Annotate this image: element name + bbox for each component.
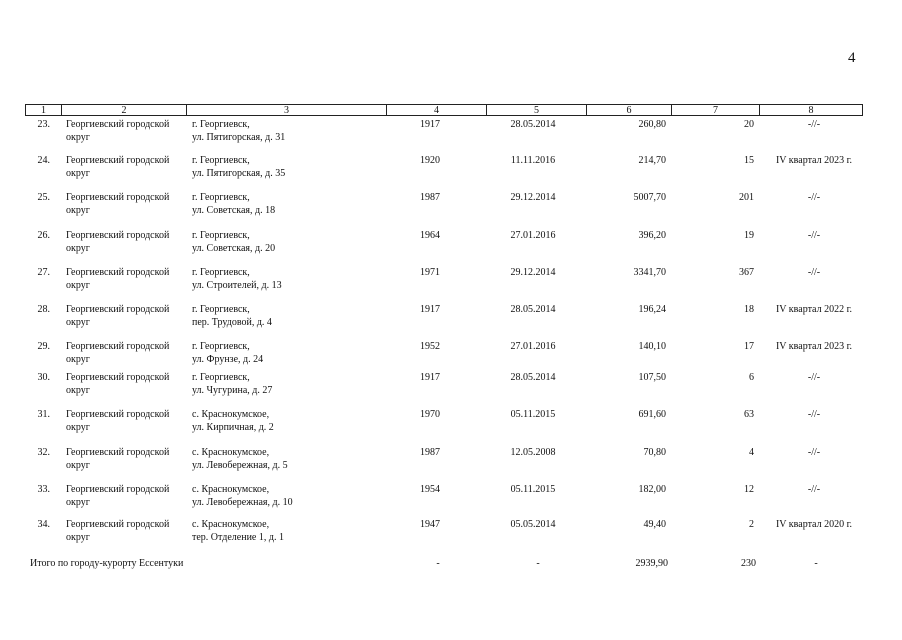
row-area-line1: Георгиевский городской — [66, 341, 170, 352]
row-square: 260,80 — [638, 119, 666, 130]
row-year: 1917 — [420, 119, 440, 130]
row-address-line2: ул. Пятигорская, д. 31 — [192, 132, 286, 143]
row-residents: 6 — [749, 372, 754, 383]
row-residents: 20 — [744, 119, 754, 130]
header-col-6: 6 — [586, 105, 671, 116]
table-row — [0, 446, 902, 482]
row-area-line1: Георгиевский городской — [66, 267, 170, 278]
row-date: 05.11.2015 — [510, 484, 556, 495]
row-address — [192, 154, 382, 180]
row-address-line1: с. Краснокумское, — [192, 484, 270, 495]
header-col-5: 5 — [486, 105, 586, 116]
row-area — [66, 229, 186, 255]
row-address — [192, 118, 382, 144]
row-square: 691,60 — [638, 409, 666, 420]
row-address-line2: ул. Кирпичная, д. 2 — [192, 422, 274, 433]
row-date: 27.01.2016 — [510, 341, 556, 352]
row-address-line2: ул. Фрунзе, д. 24 — [192, 354, 264, 365]
row-area — [66, 371, 186, 397]
total-label: Итого по городу-курорту Ессентуки — [30, 558, 184, 569]
row-address-line1: г. Георгиевск, — [192, 372, 250, 383]
row-address-line1: г. Георгиевск, — [192, 119, 250, 130]
row-area-line2: округ — [66, 497, 90, 508]
row-residents: 19 — [744, 230, 754, 241]
row-term: -//- — [807, 192, 821, 203]
row-address-line1: г. Георгиевск, — [192, 230, 250, 241]
table-row — [0, 518, 902, 554]
total-square: 2939,90 — [635, 558, 668, 569]
row-year: 1917 — [420, 372, 440, 383]
table-header — [25, 104, 863, 116]
row-area-line2: округ — [66, 280, 90, 291]
table-row — [0, 229, 902, 265]
row-term: -//- — [807, 230, 821, 241]
row-residents: 367 — [739, 267, 754, 278]
row-area-line1: Георгиевский городской — [66, 447, 170, 458]
row-square: 70,80 — [643, 447, 666, 458]
row-area — [66, 340, 186, 366]
row-area — [66, 118, 186, 144]
table-row — [0, 483, 902, 519]
row-address-line2: ул. Советская, д. 20 — [192, 243, 276, 254]
row-date: 28.05.2014 — [510, 304, 556, 315]
row-address — [192, 191, 382, 217]
row-area-line2: округ — [66, 317, 90, 328]
row-address-line2: ул. Чугурина, д. 27 — [192, 385, 273, 396]
row-area — [66, 518, 186, 544]
row-number: 23. — [37, 119, 50, 130]
row-square: 3341,70 — [633, 267, 666, 278]
row-residents: 201 — [739, 192, 754, 203]
row-area-line1: Георгиевский городской — [66, 192, 170, 203]
row-date: 27.01.2016 — [510, 230, 556, 241]
header-col-3: 3 — [186, 105, 386, 116]
row-area-line2: округ — [66, 132, 90, 143]
row-address — [192, 408, 382, 434]
row-area-line1: Георгиевский городской — [66, 155, 170, 166]
row-number: 24. — [37, 155, 50, 166]
row-address-line1: г. Георгиевск, — [192, 192, 250, 203]
row-area — [66, 483, 186, 509]
row-area-line1: Георгиевский городской — [66, 119, 170, 130]
header-col-2: 2 — [61, 105, 186, 116]
table-row — [0, 408, 902, 444]
row-address — [192, 303, 382, 329]
row-number: 26. — [37, 230, 50, 241]
row-year: 1970 — [420, 409, 440, 420]
row-address-line1: г. Георгиевск, — [192, 341, 250, 352]
row-address — [192, 371, 382, 397]
row-area-line1: Георгиевский городской — [66, 372, 170, 383]
row-term: IV квартал 2023 г. — [775, 155, 853, 166]
row-address-line1: г. Георгиевск, — [192, 267, 250, 278]
row-area — [66, 266, 186, 292]
row-date: 05.05.2014 — [510, 519, 556, 530]
row-date: 28.05.2014 — [510, 119, 556, 130]
row-year: 1952 — [420, 341, 440, 352]
row-year: 1917 — [420, 304, 440, 315]
row-area-line1: Георгиевский городской — [66, 519, 170, 530]
table-row — [0, 371, 902, 407]
row-address-line1: г. Георгиевск, — [192, 304, 250, 315]
table-row — [0, 303, 902, 339]
row-date: 28.05.2014 — [510, 372, 556, 383]
row-number: 27. — [37, 267, 50, 278]
row-term: -//- — [807, 484, 821, 495]
page-number: 4 — [848, 50, 856, 66]
row-year: 1987 — [420, 192, 440, 203]
total-row — [0, 557, 902, 571]
row-square: 196,24 — [638, 304, 666, 315]
row-area — [66, 303, 186, 329]
row-area-line1: Георгиевский городской — [66, 230, 170, 241]
total-term: - — [814, 558, 818, 569]
row-address-line2: ул. Советская, д. 18 — [192, 205, 276, 216]
row-area-line1: Георгиевский городской — [66, 484, 170, 495]
row-area — [66, 446, 186, 472]
table-row — [0, 191, 902, 227]
table-row — [0, 266, 902, 302]
row-square: 49,40 — [643, 519, 666, 530]
row-term: -//- — [807, 372, 821, 383]
row-address — [192, 266, 382, 292]
row-number: 31. — [37, 409, 50, 420]
row-term: IV квартал 2020 г. — [775, 519, 853, 530]
total-date: - — [536, 558, 540, 569]
row-residents: 63 — [744, 409, 754, 420]
row-term: -//- — [807, 409, 821, 420]
row-term: IV квартал 2023 г. — [775, 341, 853, 352]
row-term: IV квартал 2022 г. — [775, 304, 853, 315]
row-residents: 2 — [749, 519, 754, 530]
table-row — [0, 118, 902, 154]
row-number: 34. — [37, 519, 50, 530]
row-number: 28. — [37, 304, 50, 315]
row-date: 29.12.2014 — [510, 192, 556, 203]
row-date: 11.11.2016 — [510, 155, 556, 166]
total-residents: 230 — [741, 558, 756, 569]
row-address-line1: г. Георгиевск, — [192, 155, 250, 166]
header-col-7: 7 — [671, 105, 759, 116]
row-number: 33. — [37, 484, 50, 495]
row-address-line2: ул. Левобережная, д. 5 — [192, 460, 288, 471]
row-area-line2: округ — [66, 422, 90, 433]
row-address-line2: пер. Трудовой, д. 4 — [192, 317, 272, 328]
header-col-4: 4 — [386, 105, 486, 116]
row-square: 140,10 — [638, 341, 666, 352]
row-area-line1: Георгиевский городской — [66, 304, 170, 315]
header-col-1: 1 — [41, 105, 46, 116]
row-date: 29.12.2014 — [510, 267, 556, 278]
row-square: 214,70 — [638, 155, 666, 166]
row-address-line2: ул. Строителей, д. 13 — [192, 280, 282, 291]
row-address — [192, 518, 382, 544]
row-square: 5007,70 — [633, 192, 666, 203]
row-area-line2: округ — [66, 205, 90, 216]
row-area-line2: округ — [66, 243, 90, 254]
row-year: 1964 — [420, 230, 440, 241]
row-number: 30. — [37, 372, 50, 383]
row-year: 1920 — [420, 155, 440, 166]
row-number: 29. — [37, 341, 50, 352]
row-address — [192, 446, 382, 472]
row-number: 25. — [37, 192, 50, 203]
row-address-line2: ул. Левобережная, д. 10 — [192, 497, 293, 508]
total-year: - — [436, 558, 440, 569]
row-area-line2: округ — [66, 532, 90, 543]
row-square: 107,50 — [638, 372, 666, 383]
row-residents: 12 — [744, 484, 754, 495]
row-address — [192, 340, 382, 366]
row-address-line1: с. Краснокумское, — [192, 519, 270, 530]
row-date: 05.11.2015 — [510, 409, 556, 420]
row-area-line2: округ — [66, 354, 90, 365]
row-year: 1954 — [420, 484, 440, 495]
row-address — [192, 229, 382, 255]
row-address-line2: ул. Пятигорская, д. 35 — [192, 168, 286, 179]
row-number: 32. — [37, 447, 50, 458]
row-area-line2: округ — [66, 460, 90, 471]
row-date: 12.05.2008 — [510, 447, 556, 458]
row-address — [192, 483, 382, 509]
row-address-line2: тер. Отделение 1, д. 1 — [192, 532, 284, 543]
row-address-line1: с. Краснокумское, — [192, 409, 270, 420]
row-area — [66, 154, 186, 180]
table-row — [0, 154, 902, 190]
row-residents: 15 — [744, 155, 754, 166]
row-square: 182,00 — [638, 484, 666, 495]
row-area-line1: Георгиевский городской — [66, 409, 170, 420]
row-residents: 18 — [744, 304, 754, 315]
row-term: -//- — [807, 267, 821, 278]
row-residents: 17 — [744, 341, 754, 352]
row-area-line2: округ — [66, 385, 90, 396]
row-area-line2: округ — [66, 168, 90, 179]
header-col-8: 8 — [759, 105, 862, 116]
row-area — [66, 191, 186, 217]
row-term: -//- — [807, 447, 821, 458]
row-term: -//- — [807, 119, 821, 130]
row-year: 1971 — [420, 267, 440, 278]
row-residents: 4 — [749, 447, 754, 458]
row-year: 1987 — [420, 447, 440, 458]
row-area — [66, 408, 186, 434]
row-year: 1947 — [420, 519, 440, 530]
row-square: 396,20 — [638, 230, 666, 241]
row-address-line1: с. Краснокумское, — [192, 447, 270, 458]
